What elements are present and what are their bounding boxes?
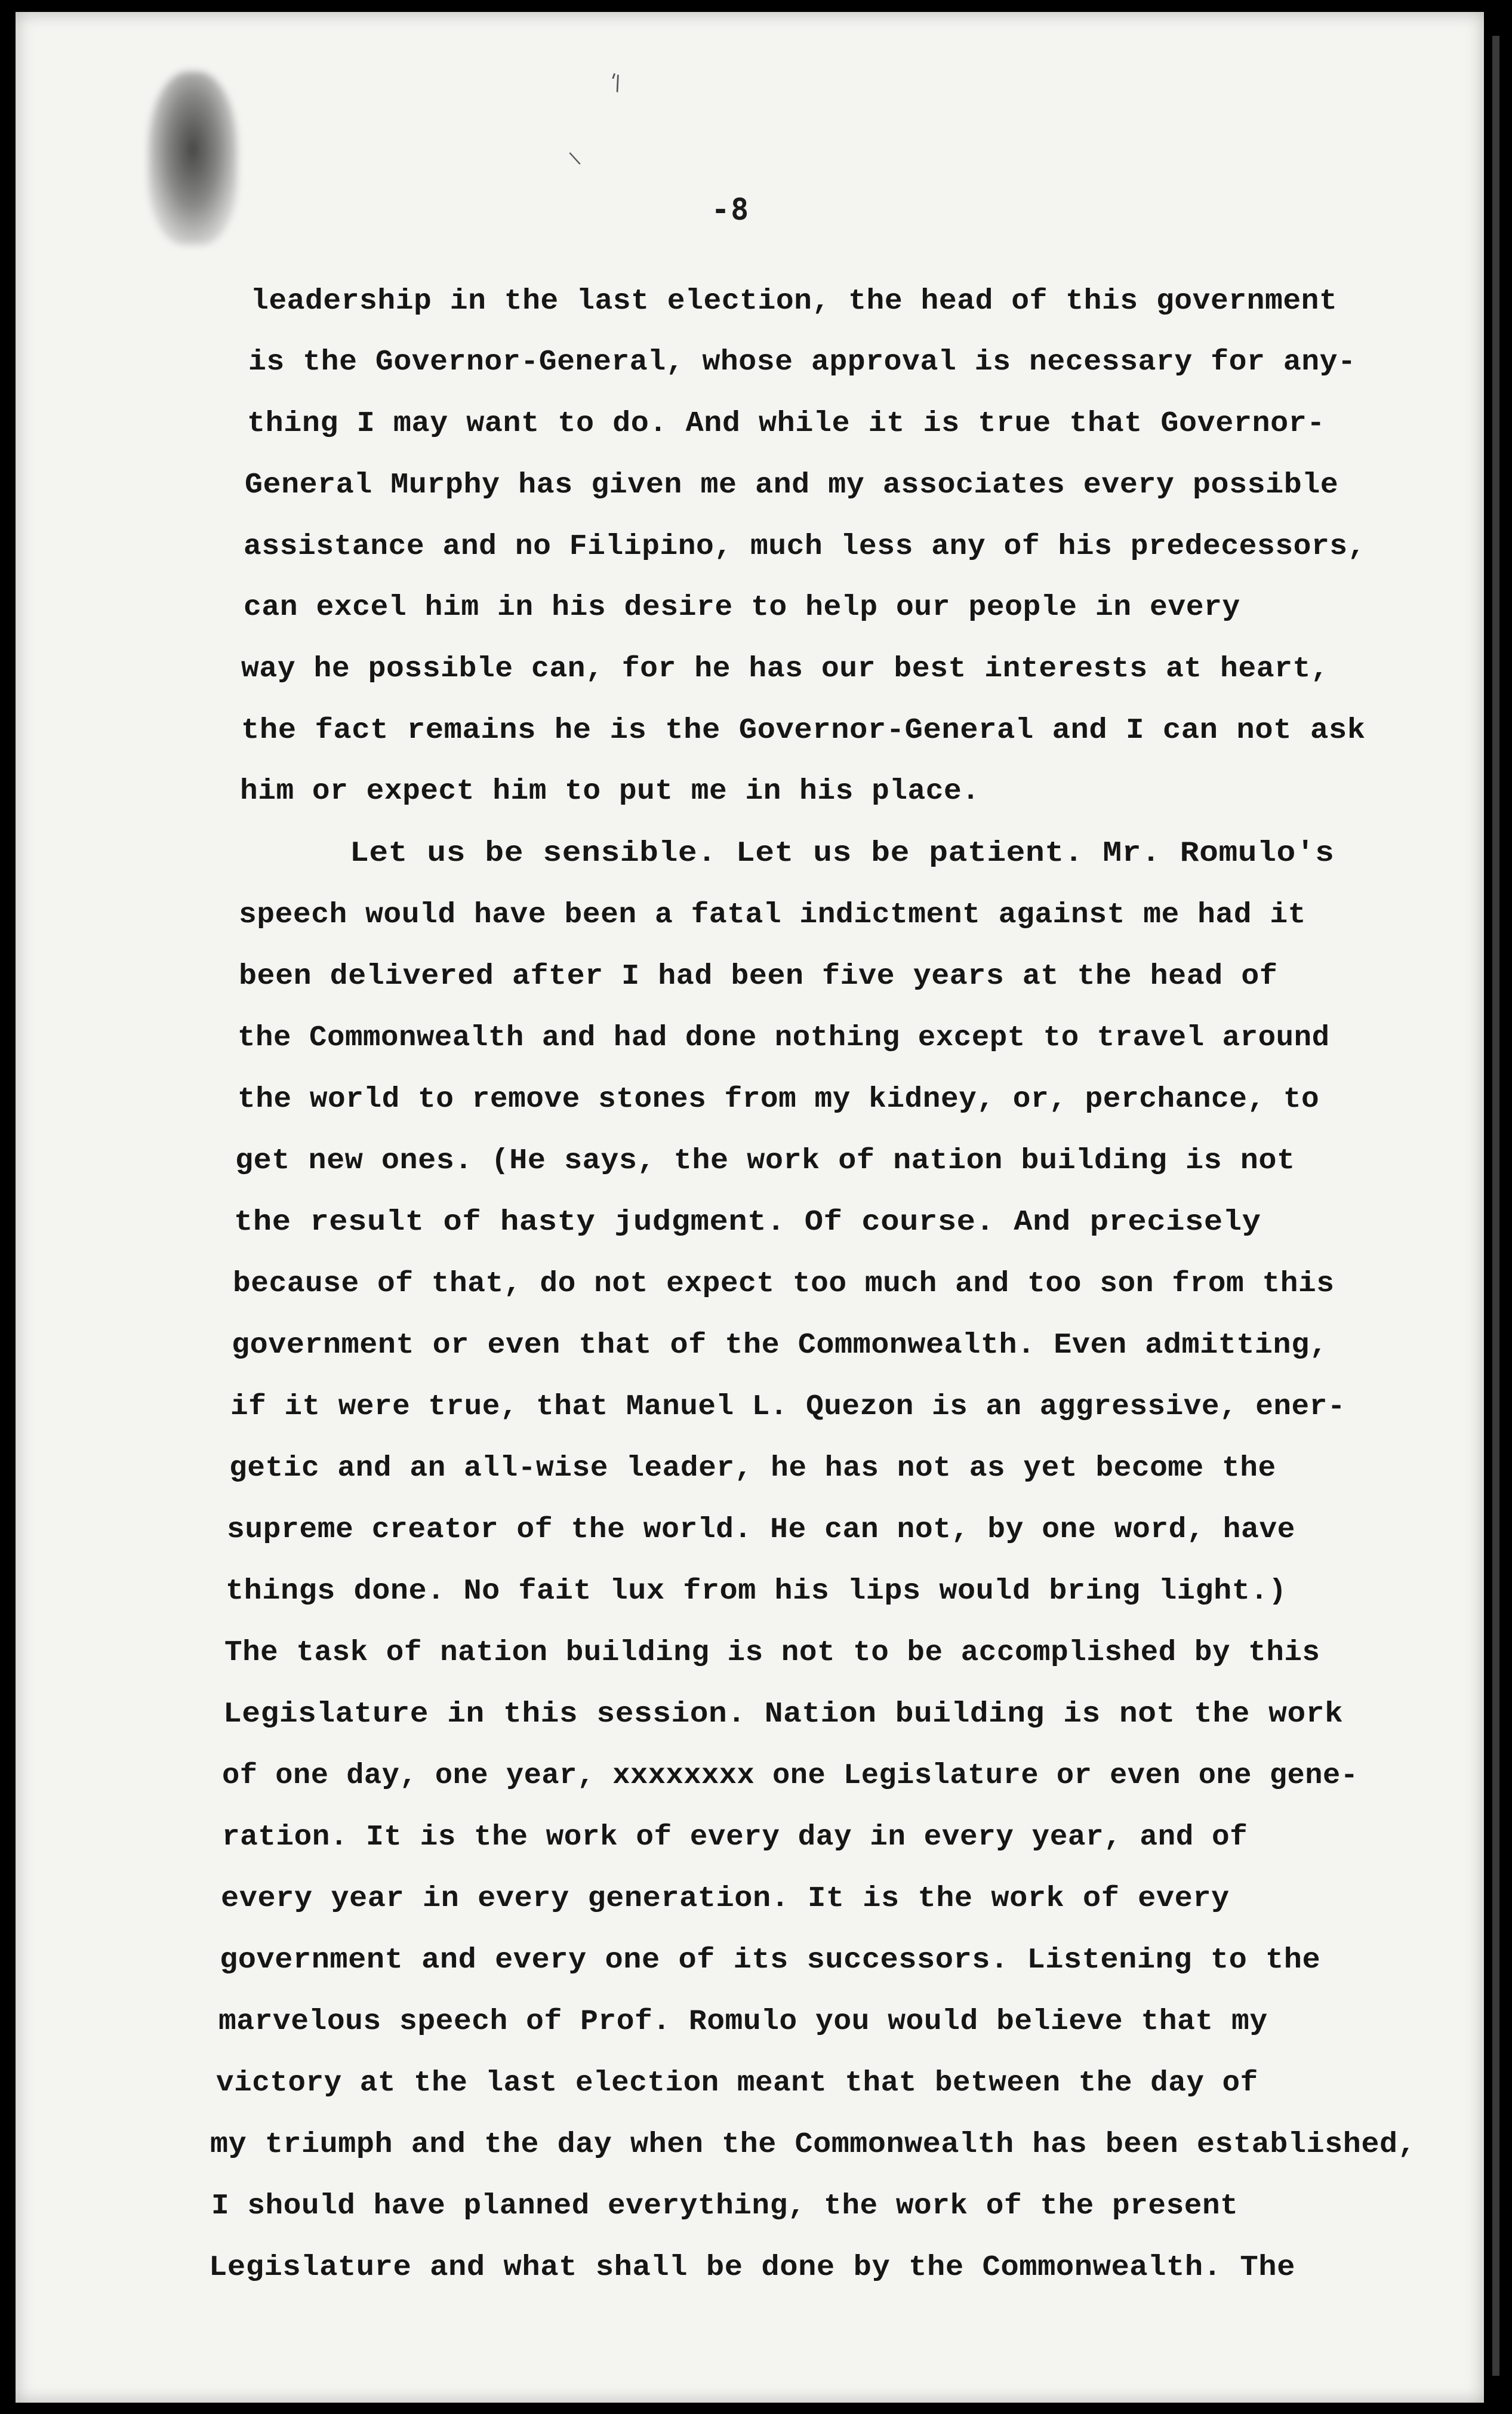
- text-line: if it were true, that Manuel L. Quezon is an aggressive, ener-: [230, 1391, 1345, 1423]
- text-line: every year in every generation. It is the work of every: [221, 1883, 1230, 1915]
- text-line: supreme creator of the world. He can not, by one word, have: [227, 1514, 1296, 1546]
- text-line: victory at the last election meant that between the day of: [216, 2067, 1258, 2099]
- text-line: General Murphy has given me and my associates every possible: [245, 469, 1339, 501]
- text-line: the world to remove stones from my kidney, or, perchance, to: [238, 1083, 1320, 1116]
- text-line: assistance and no Filipino, much less any of his predecessors,: [244, 531, 1366, 563]
- text-line: Legislature in this session. Nation building is not the work: [223, 1698, 1344, 1731]
- text-line: because of that, do not expect too much and too son from this: [233, 1268, 1335, 1300]
- text-line: marvelous speech of Prof. Romulo you would believe that my: [218, 2006, 1268, 2038]
- text-line: get new ones. (He says, the work of nation building is not: [235, 1145, 1295, 1177]
- stray-mark: \: [568, 147, 583, 170]
- text-line: I should have planned everything, the work of the present: [211, 2190, 1239, 2222]
- text-line: thing I may want to do. And while it is true that Governor-: [247, 408, 1325, 440]
- text-line: my triumph and the day when the Commonwealth has been established,: [210, 2129, 1416, 2161]
- text-line: Legislature and what shall be done by the Commonwealth. The: [209, 2252, 1295, 2284]
- text-line: leadership in the last election, the head of this government: [251, 285, 1338, 318]
- text-line: him or expect him to put me in his place.: [240, 775, 980, 808]
- stray-mark: '\: [605, 69, 626, 96]
- text-line: speech would have been a fatal indictment against me had it: [239, 899, 1306, 931]
- text-line: is the Governor-General, whose approval is necessary for any-: [248, 346, 1356, 378]
- text-line: getic and an all-wise leader, he has not as yet become the: [229, 1452, 1276, 1485]
- text-line: of one day, one year, xxxxxxxx one Legislature or even one gene-: [222, 1760, 1359, 1792]
- text-line: government or even that of the Commonwealth. Even admitting,: [232, 1329, 1328, 1362]
- text-line: Let us be sensible. Let us be patient. Mr. Romulo's: [350, 837, 1335, 870]
- page-edge: [1492, 36, 1499, 2376]
- text-line: ration. It is the work of every day in every year, and of: [222, 1821, 1248, 1853]
- text-line: government and every one of its successors. Listening to the: [220, 1944, 1321, 1976]
- text-line: the fact remains he is the Governor-General and I can not ask: [241, 715, 1366, 747]
- text-line: The task of nation building is not to be accomplished by this: [224, 1637, 1320, 1669]
- text-line: the result of hasty judgment. Of course. And precisely: [234, 1206, 1261, 1239]
- text-line: been delivered after I had been five years at the head of: [239, 960, 1278, 993]
- text-line: things done. No fait lux from his lips would bring light.): [226, 1575, 1287, 1608]
- text-line: the Commonwealth and had done nothing except to travel around: [238, 1022, 1330, 1054]
- text-line: way he possible can, for he has our best interests at heart,: [241, 653, 1329, 685]
- ink-smudge: [148, 72, 238, 245]
- page-number: -8: [712, 192, 750, 227]
- text-line: can excel him in his desire to help our people in every: [244, 592, 1240, 624]
